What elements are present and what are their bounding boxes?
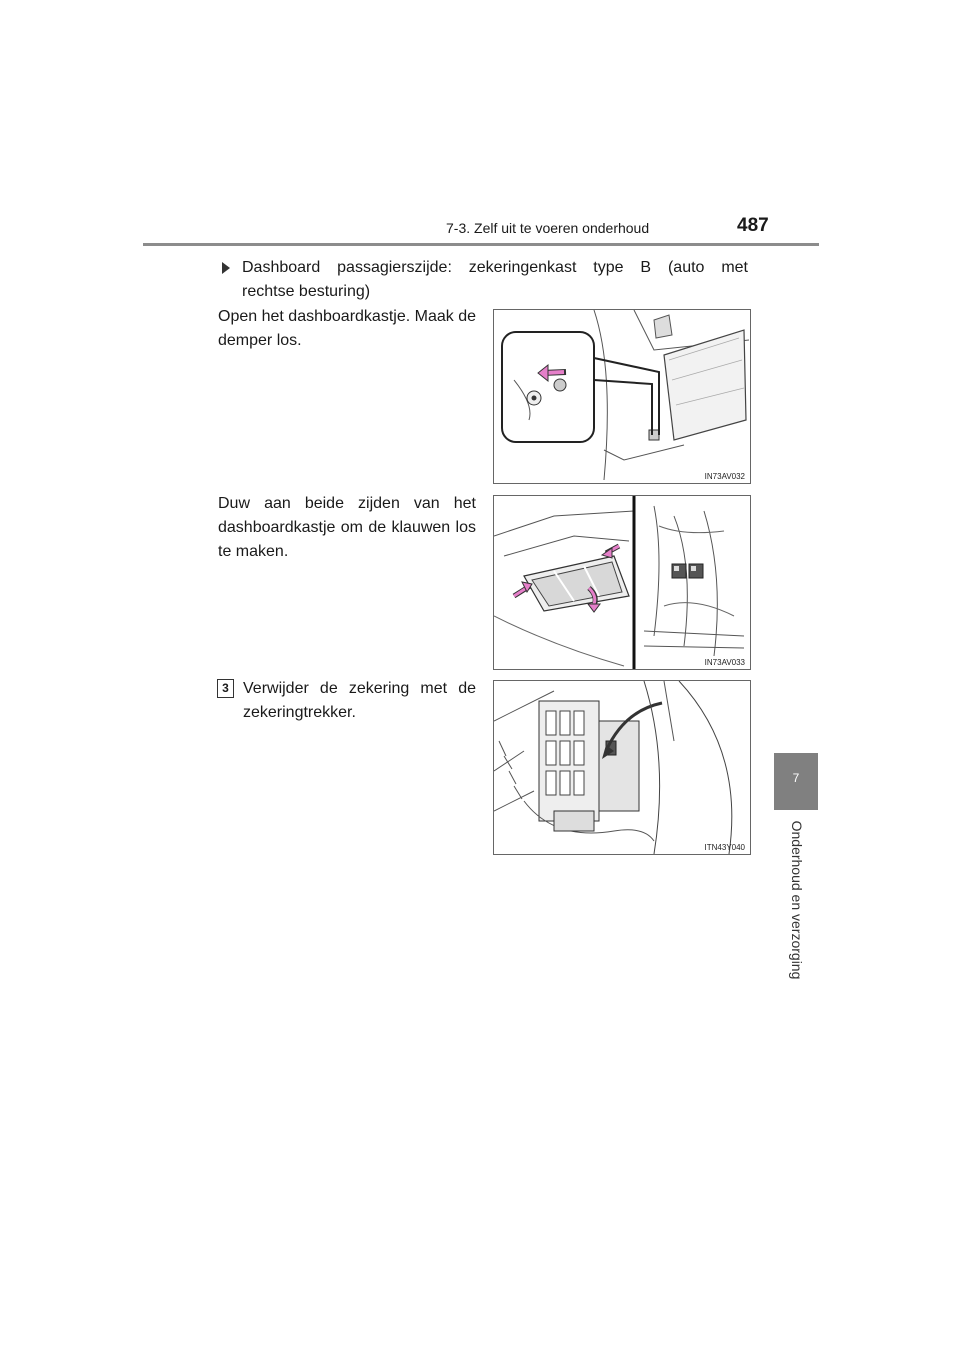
figure-glovebox-damper <box>493 309 751 484</box>
step-number-badge: 3 <box>217 679 234 698</box>
triangle-bullet-icon <box>222 262 230 274</box>
chapter-label-wrap <box>780 815 814 985</box>
bullet-item <box>222 256 748 304</box>
page-number: 487 <box>737 215 769 236</box>
figure-code: IN73AV033 <box>704 658 745 667</box>
figure-glovebox-claws <box>493 495 751 670</box>
chapter-number: 7 <box>792 771 800 785</box>
bullet-text-line2: rechtse besturing) <box>242 283 371 300</box>
figure-fuse-puller <box>493 680 751 855</box>
step-3-text: Verwijder de zekering met de zekeringtrekker. <box>243 680 476 721</box>
running-header: 7-3. Zelf uit te voeren onderhoud <box>446 220 650 236</box>
bullet-text-line1: Dashboard passagierszijde: zekeringenkast type B (auto met <box>242 259 748 276</box>
chapter-tab <box>774 753 818 810</box>
header-rule <box>143 243 819 246</box>
step-1-text: Open het dashboardkastje. Maak de demper los. <box>218 308 476 349</box>
glovebox-claws-illustration <box>494 496 750 669</box>
glovebox-damper-illustration <box>494 310 750 483</box>
chapter-title: Onderhoud en verzorging <box>789 820 805 980</box>
fuse-puller-illustration <box>494 681 750 854</box>
step-2-text: Duw aan beide zijden van het dashboardkastje om de klauwen los te maken. <box>218 495 476 560</box>
figure-code: IN73AV032 <box>704 472 745 481</box>
figure-code: ITN43Y040 <box>704 843 745 852</box>
